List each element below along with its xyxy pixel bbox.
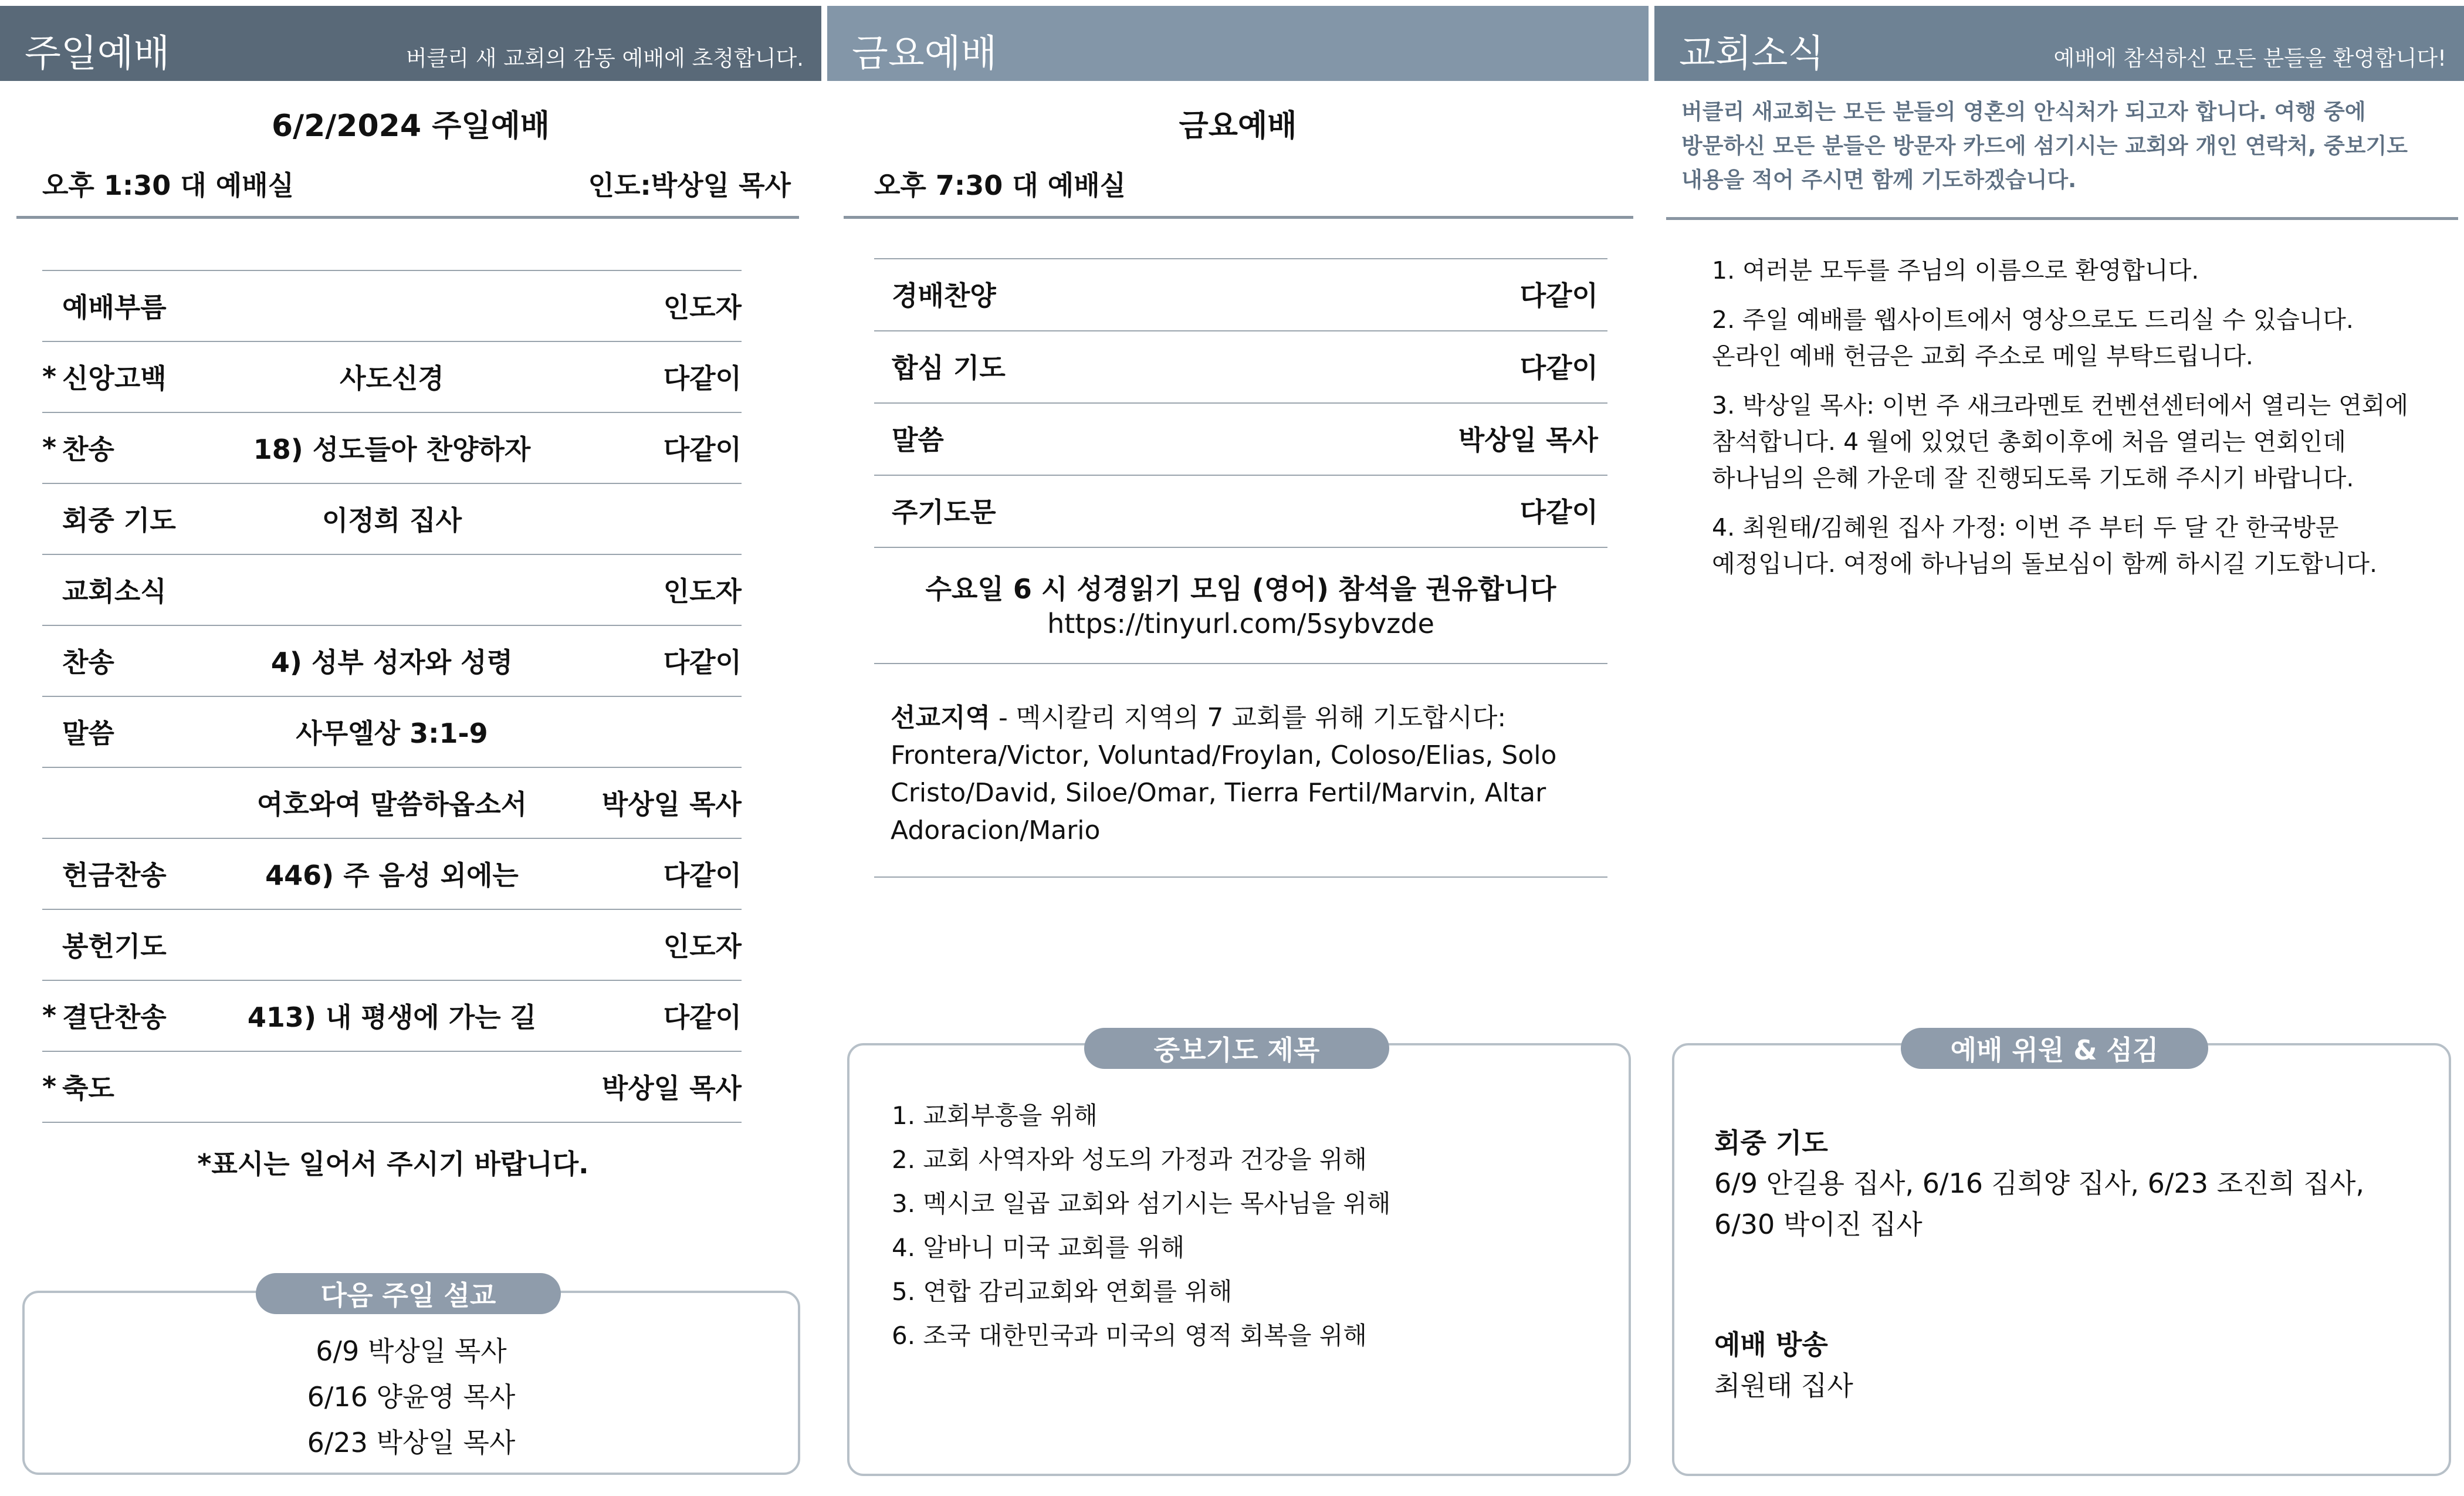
order-leader: 다같이 [663,362,742,394]
order-leader: 다같이 [663,646,742,678]
news-item-line: 4. 최원태/김혜원 집사 가정: 이번 주 부터 두 달 간 한국방문 [1712,513,2339,541]
friday-divider-3 [874,876,1607,878]
order-content: 사도신경 [340,362,444,394]
mission-text: - 멕시칼리 지역의 7 교회를 위해 기도합시다: [990,703,1507,733]
broadcast-name: 최원태 집사 [1714,1370,1853,1402]
order-star: * [42,999,57,1031]
sunday-order-row [42,980,742,1051]
order-leader: 다같이 [663,859,742,891]
welcome-line: 방문하신 모든 분들은 방문자 카드에 섬기시는 교회와 개인 연락처, 중보기도 [1681,133,2408,158]
next-sermon-item: 6/9 박상일 목사 [316,1335,507,1367]
broadcast-label: 예배 방송 [1714,1329,1828,1360]
friday-service-title: 금요예배 [1179,109,1297,144]
congregation-prayer-line: 6/30 박이진 집사 [1714,1209,1923,1240]
next-sermon-item: 6/23 박상일 목사 [307,1427,516,1458]
sunday-order-row [42,909,742,980]
news-header-subtitle: 예배에 참석하신 모든 분들을 환영합니다! [2053,46,2446,71]
news-list [1712,252,2445,595]
news-header-title: 교회소식 [1679,32,1825,76]
news-item-line: 3. 박상일 목사: 이번 주 새크라멘토 컨벤션센터에서 열리는 연회에 [1712,391,2408,419]
congregation-prayer-label: 회중 기도 [1714,1127,1828,1159]
welcome-line: 내용을 적어 주시면 함께 기도하겠습니다. [1681,167,2077,192]
prayer-box [847,1043,1631,1476]
friday-header-divider [844,216,1633,219]
order-item: 봉헌기도 [62,930,167,962]
order-leader: 인도자 [663,575,742,607]
prayer-item: 4. 알바니 미국 교회를 위해 [892,1233,1185,1262]
sunday-order-row [42,412,742,483]
news-header [1654,6,2464,81]
order-content: 사무엘상 3:1-9 [296,717,488,749]
news-item-line: 1. 여러분 모두를 주님의 이름으로 환영합니다. [1712,256,2199,285]
order-item: 신앙고백 [62,362,167,394]
mission-lines [891,737,1618,849]
order-leader: 다같이 [663,433,742,465]
next-sermon-label: 다음 주일 설교 [256,1273,561,1314]
prayer-item: 3. 멕시코 일곱 교회와 섬기시는 목사님을 위해 [892,1189,1391,1218]
sunday-header [0,6,821,81]
bible-study-notice: 수요일 6 시 성경읽기 모임 (영어) 참석을 권유합니다 [925,573,1556,605]
news-item-line: 온라인 예배 헌금은 교회 주소로 메일 부탁드립니다. [1712,342,2253,370]
mission-line: Frontera/Victor, Voluntad/Froylan, Coloso/Elias, Solo [891,740,1557,770]
mission-line: Adoracion/Mario [891,815,1101,845]
news-item [1712,387,2445,496]
order-item: 찬송 [62,433,114,465]
order-content: 여호와여 말씀하옵소서 [256,788,527,820]
order-star: * [42,1070,57,1102]
sunday-order-row [42,625,742,696]
standing-note: *표시는 일어서 주시기 바랍니다. [197,1148,589,1180]
mission-line: Cristo/David, Siloe/Omar, Tierra Fertil/Marvin, Altar [891,778,1546,808]
friday-order-item: 주기도문 [892,496,996,528]
sunday-header-subtitle: 버클리 새 교회의 감동 예배에 초청합니다. [405,46,804,71]
friday-header [827,6,1649,81]
bible-study-url: https://tinyurl.com/5sybvzde [1047,608,1434,639]
sunday-order-row [42,270,742,341]
order-item: 예배부름 [62,291,167,323]
news-item [1712,509,2445,582]
order-star: * [42,431,57,463]
friday-divider-2 [874,663,1607,664]
mission-block [891,699,1618,849]
sunday-order-row [42,554,742,625]
friday-order-row [892,330,1598,401]
friday-order-item: 경배찬양 [892,279,996,312]
order-item: 결단찬송 [62,1001,167,1033]
welcome-message [1681,95,2456,197]
friday-order-item: 합심 기도 [892,351,1006,384]
friday-header-title: 금요예배 [852,32,997,76]
news-item [1712,252,2445,289]
sunday-order-row [42,1051,742,1122]
order-leader: 박상일 목사 [601,1072,742,1104]
sunday-order-row [42,341,742,412]
order-leader: 인도자 [663,291,742,323]
prayer-item: 6. 조국 대한민국과 미국의 영적 회복을 위해 [892,1321,1367,1350]
welcome-line: 버클리 새교회는 모든 분들의 영혼의 안식처가 되고자 합니다. 여행 중에 [1681,99,2366,124]
next-sermon-item: 6/16 양윤영 목사 [307,1381,516,1413]
sunday-leader: 인도:박상일 목사 [588,170,791,201]
next-sermon-list [25,1328,798,1465]
order-item: 축도 [62,1072,114,1104]
news-item-line: 예정입니다. 여정에 하나님의 돌보심이 함께 하시길 기도합니다. [1712,550,2378,578]
friday-order-row [892,258,1598,329]
order-item: 교회소식 [62,575,167,607]
sunday-order-row [42,696,742,767]
order-leader: 다같이 [663,1001,742,1033]
order-content: 이정희 집사 [321,504,462,536]
mission-label: 선교지역 [891,703,991,733]
news-item-line: 참석합니다. 4 월에 있었던 총회이후에 처음 열리는 연회인데 [1712,428,2346,456]
servants-label: 예배 위원 & 섬김 [1901,1028,2208,1069]
sunday-order-row [42,838,742,909]
order-item: 말씀 [62,717,114,749]
news-header-divider [1666,217,2458,220]
sunday-service-title: 6/2/2024 주일예배 [271,109,550,144]
sunday-order-rule [42,1122,742,1123]
order-leader: 박상일 목사 [601,788,742,820]
friday-order-row [892,402,1598,473]
friday-order-item: 말씀 [892,424,944,456]
order-item: 헌금찬송 [62,859,167,891]
friday-order-rule [874,547,1607,548]
sunday-panel [0,0,821,1496]
servants-box [1672,1043,2451,1476]
friday-time-place: 오후 7:30 대 예배실 [874,170,1126,201]
friday-panel [827,0,1649,1496]
news-item-line: 2. 주일 예배를 웹사이트에서 영상으로도 드리실 수 있습니다. [1712,306,2354,334]
sunday-header-title: 주일예배 [25,32,170,76]
sunday-order-row [42,483,742,554]
friday-order-leader: 다같이 [1519,351,1598,384]
order-content: 446) 주 음성 외에는 [265,859,519,891]
sunday-header-divider [16,216,799,219]
sunday-time-place: 오후 1:30 대 예배실 [42,170,295,201]
congregation-prayer-schedule [1714,1163,2430,1245]
prayer-item: 2. 교회 사역자와 성도의 가정과 건강을 위해 [892,1145,1367,1174]
order-content: 18) 성도들아 찬양하자 [253,433,531,465]
order-content: 4) 성부 성자와 성령 [270,646,513,678]
prayer-item: 1. 교회부흥을 위해 [892,1101,1098,1130]
friday-order-leader: 박상일 목사 [1458,424,1598,456]
sunday-order-row [42,767,742,838]
news-panel [1654,0,2464,1496]
order-item: 회중 기도 [62,504,176,536]
prayer-label: 중보기도 제목 [1084,1028,1389,1069]
order-leader: 인도자 [663,930,742,962]
friday-order-row [892,475,1598,546]
next-sermon-box [22,1291,800,1475]
friday-order-leader: 다같이 [1519,496,1598,528]
prayer-item: 5. 연합 감리교회와 연회를 위해 [892,1277,1233,1306]
order-item: 찬송 [62,646,114,678]
congregation-prayer-line: 6/9 안길용 집사, 6/16 김희양 집사, 6/23 조진희 집사, [1714,1167,2365,1199]
friday-order-leader: 다같이 [1519,279,1598,312]
prayer-list [892,1094,1390,1358]
order-content: 413) 내 평생에 가는 길 [247,1001,537,1033]
news-item [1712,302,2445,374]
news-item-line: 하나님의 은혜 가운데 잘 진행되도록 기도해 주시기 바랍니다. [1712,464,2354,492]
order-star: * [42,360,57,392]
